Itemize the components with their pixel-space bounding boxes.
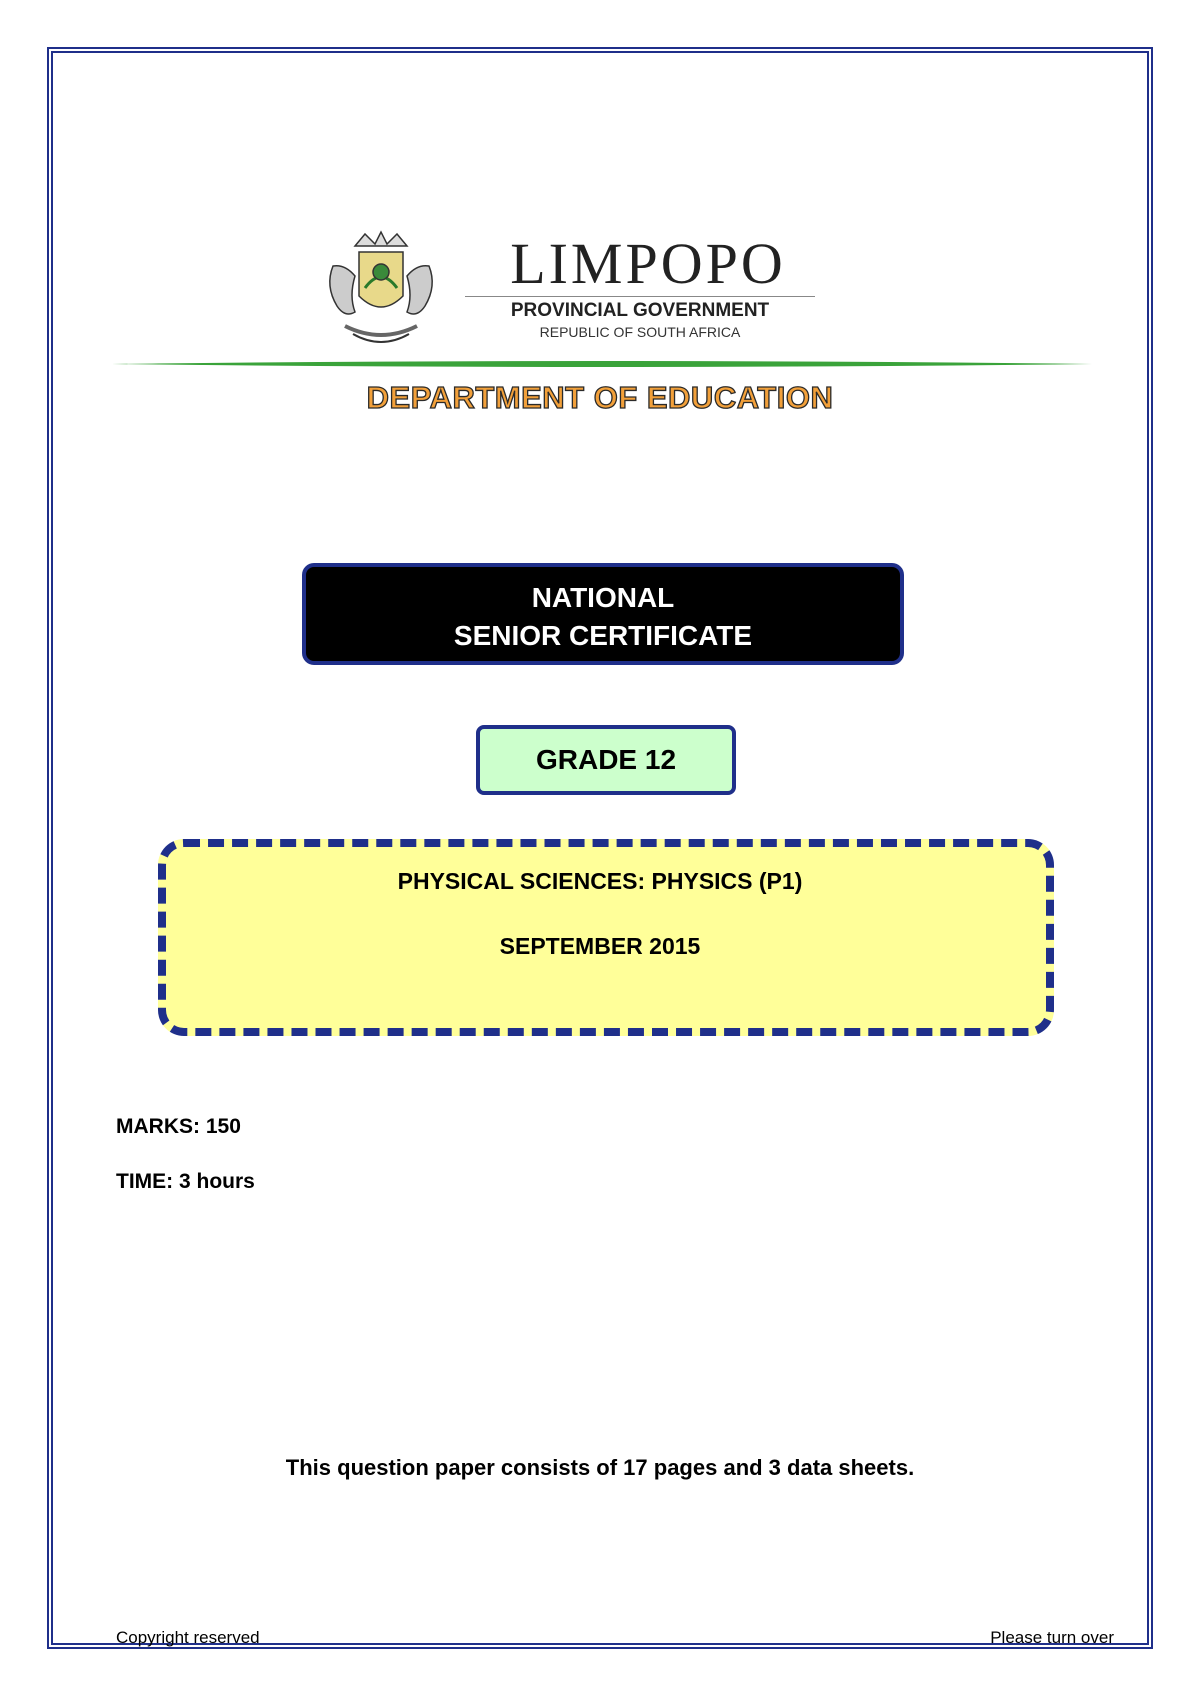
limpopo-logo bbox=[315, 226, 815, 356]
time-line bbox=[116, 1170, 255, 1194]
logo-rule bbox=[465, 296, 815, 297]
logo-title: LIMPOPO bbox=[510, 231, 786, 296]
logo-country: REPUBLIC OF SOUTH AFRICA bbox=[539, 324, 741, 340]
time-value: 3 hours bbox=[179, 1170, 255, 1193]
logo-subtitle: PROVINCIAL GOVERNMENT bbox=[510, 300, 770, 321]
certificate-box bbox=[302, 563, 904, 665]
certificate-line1: NATIONAL bbox=[531, 582, 675, 613]
subject-title: PHYSICAL SCIENCES: PHYSICS (P1) bbox=[397, 868, 803, 894]
exam-session: SEPTEMBER 2015 bbox=[499, 933, 701, 959]
certificate-line2: SENIOR CERTIFICATE bbox=[453, 620, 753, 651]
marks-line bbox=[116, 1115, 241, 1139]
turn-over-text: Please turn over bbox=[990, 1628, 1114, 1647]
copyright-text: Copyright reserved bbox=[116, 1628, 260, 1647]
grade-box: GRADE 12 bbox=[476, 725, 736, 795]
pages-note: This question paper consists of 17 pages and 3 data sheets. bbox=[285, 1455, 915, 1480]
green-divider bbox=[112, 360, 1092, 368]
time-label: TIME: bbox=[116, 1170, 174, 1193]
department-title: DEPARTMENT OF EDUCATION bbox=[366, 380, 834, 415]
coat-of-arms-icon bbox=[315, 226, 447, 356]
marks-value: 150 bbox=[205, 1115, 241, 1138]
marks-label: MARKS: bbox=[116, 1115, 200, 1138]
